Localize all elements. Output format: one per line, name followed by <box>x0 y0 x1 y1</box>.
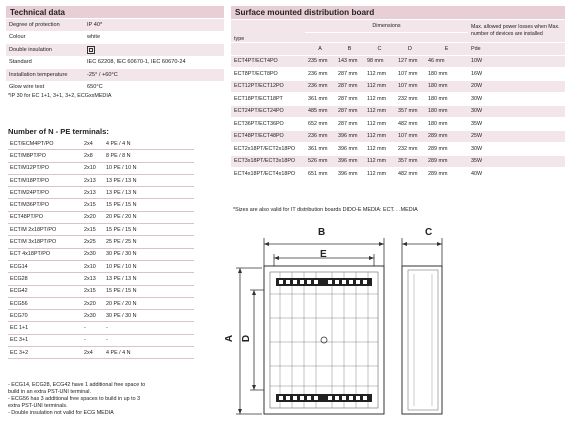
surface-cell-p: 25W <box>468 130 565 143</box>
terminal-type: ECT/M8PT/PO <box>8 150 82 162</box>
technical-value: IP 40* <box>84 19 224 31</box>
terminal-type: ECT/M36PT/PO <box>8 199 82 211</box>
surface-cell-p: 30W <box>468 105 565 118</box>
technical-value: -25° / +60°C <box>84 69 224 82</box>
terminal-terminals: 10 PE / 10 N <box>104 162 194 174</box>
technical-value: 650°C <box>84 81 224 94</box>
surface-cell-a: 361 mm <box>305 143 335 156</box>
surface-cell-c: 112 mm <box>364 105 395 118</box>
col-pde: Pde <box>468 43 565 56</box>
terminal-row <box>8 236 194 248</box>
surface-cell-a: 485 mm <box>305 105 335 118</box>
surface-cell-e: 289 mm <box>425 155 468 168</box>
terminals-table <box>8 138 194 359</box>
terminal-type: EC 3+1 <box>8 334 82 346</box>
terminal-config: - <box>82 322 104 334</box>
terminal-row <box>8 248 194 260</box>
surface-cell-e: 180 mm <box>425 80 468 93</box>
col-e: E <box>425 43 468 56</box>
surface-cell-type: ECT36PT/ECT36PO <box>231 118 305 131</box>
terminal-row <box>8 273 194 285</box>
surface-cell-type: ECT48PT/ECT48PO <box>231 130 305 143</box>
label-e: E <box>320 249 327 260</box>
technical-label: Double insulation <box>6 44 84 57</box>
terminal-terminals: 20 PE / 20 N <box>104 297 194 309</box>
terminal-type: EC 1+1 <box>8 322 82 334</box>
surface-cell-e: 180 mm <box>425 105 468 118</box>
terminals-title: Number of N - PE terminals: <box>8 127 109 136</box>
technical-value: IEC 62208, IEC 60670-1, IEC 60670-24 <box>84 56 224 69</box>
surface-cell-d: 357 mm <box>395 155 425 168</box>
surface-cell-d: 107 mm <box>395 68 425 81</box>
surface-cell-b: 287 mm <box>335 105 364 118</box>
terminal-type: ECT/M 3x18PT/PO <box>8 236 82 248</box>
terminal-row <box>8 347 194 359</box>
terminal-type: EC 3+2 <box>8 347 82 359</box>
surface-cell-c: 112 mm <box>364 130 395 143</box>
terminal-terminals: 15 PE / 15 N <box>104 224 194 236</box>
surface-cell-a: 235 mm <box>305 55 335 68</box>
terminal-row <box>8 150 194 162</box>
surface-cell-c: 112 mm <box>364 68 395 81</box>
terminal-type: ECG56 <box>8 297 82 309</box>
terminal-terminals: 15 PE / 15 N <box>104 199 194 211</box>
surface-cell-b: 287 mm <box>335 118 364 131</box>
surface-cell-b: 396 mm <box>335 155 364 168</box>
technical-row <box>6 69 224 82</box>
terminal-config: 2x20 <box>82 297 104 309</box>
surface-cell-d: 357 mm <box>395 105 425 118</box>
technical-row <box>6 19 224 31</box>
terminal-type: ECT/M 2x18PT/PO <box>8 224 82 236</box>
terminal-terminals: 13 PE / 13 N <box>104 273 194 285</box>
terminal-note: build in an extra PST-UNI terminal. <box>8 389 91 395</box>
technical-row <box>6 56 224 69</box>
surface-cell-e: 46 mm <box>425 55 468 68</box>
surface-row <box>231 93 565 106</box>
terminal-config: 2x4 <box>82 138 104 150</box>
surface-cell-e: 289 mm <box>425 130 468 143</box>
terminal-terminals: 13 PE / 13 N <box>104 187 194 199</box>
terminal-row <box>8 199 194 211</box>
surface-cell-b: 287 mm <box>335 93 364 106</box>
surface-cell-type: ECT18PT/ECT18PT <box>231 93 305 106</box>
surface-cell-a: 361 mm <box>305 93 335 106</box>
surface-cell-c: 112 mm <box>364 80 395 93</box>
surface-cell-p: 20W <box>468 80 565 93</box>
terminal-row <box>8 224 194 236</box>
terminal-row <box>8 174 194 186</box>
terminals-notes <box>8 382 145 417</box>
technical-row <box>6 44 224 57</box>
terminal-config: 2x10 <box>82 162 104 174</box>
col-a: A <box>305 43 335 56</box>
terminal-config: 2x4 <box>82 347 104 359</box>
surface-cell-a: 651 mm <box>305 168 335 181</box>
surface-cell-p: 35W <box>468 155 565 168</box>
surface-cell-type: ECT12PT/ECT12PO <box>231 80 305 93</box>
terminal-config: 2x13 <box>82 174 104 186</box>
surface-row <box>231 130 565 143</box>
terminal-type: ECG70 <box>8 310 82 322</box>
surface-cell-b: 287 mm <box>335 80 364 93</box>
surface-cell-c: 112 mm <box>364 155 395 168</box>
terminal-type: ECG42 <box>8 285 82 297</box>
terminal-terminals: 30 PE / 30 N <box>104 248 194 260</box>
terminal-row <box>8 260 194 272</box>
terminal-config: 2x30 <box>82 310 104 322</box>
surface-row <box>231 143 565 156</box>
terminal-note: - Double insulation not valid for ECG MEDIA <box>8 410 114 416</box>
terminal-type: ECT48PT/PO <box>8 211 82 223</box>
terminal-terminals: 4 PE / 4 N <box>104 138 194 150</box>
surface-cell-d: 232 mm <box>395 93 425 106</box>
label-b: B <box>318 227 326 238</box>
surface-row <box>231 105 565 118</box>
dimension-drawing <box>212 218 567 442</box>
technical-label: Installation temperature <box>6 69 84 82</box>
technical-label: Standard <box>6 56 84 69</box>
terminal-terminals: 4 PE / 4 N <box>104 347 194 359</box>
technical-value <box>84 44 224 57</box>
surface-cell-d: 232 mm <box>395 143 425 156</box>
surface-row <box>231 55 565 68</box>
terminal-type: ECG14 <box>8 260 82 272</box>
terminal-row <box>8 138 194 150</box>
surface-cell-c: 112 mm <box>364 93 395 106</box>
surface-row <box>231 68 565 81</box>
terminal-config: 2x13 <box>82 273 104 285</box>
technical-data-table <box>6 19 224 94</box>
surface-cell-type: ECT3x18PT/ECT3x18PO <box>231 155 305 168</box>
terminal-type: ECT/M12PT/PO <box>8 162 82 174</box>
terminal-config: 2x15 <box>82 285 104 297</box>
double-insulation-icon <box>87 46 95 54</box>
terminal-type: ECT/ECM4PT/PO <box>8 138 82 150</box>
surface-cell-e: 180 mm <box>425 68 468 81</box>
surface-cell-c: 112 mm <box>364 118 395 131</box>
technical-value: white <box>84 31 224 44</box>
surface-cell-c: 112 mm <box>364 168 395 181</box>
terminal-terminals: 20 PE / 20 N <box>104 211 194 223</box>
terminal-type: ECT/M24PT/PO <box>8 187 82 199</box>
surface-table <box>231 20 565 181</box>
technical-data-title: Technical data <box>6 6 224 18</box>
surface-cell-d: 482 mm <box>395 168 425 181</box>
surface-cell-c: 98 mm <box>364 55 395 68</box>
surface-cell-d: 107 mm <box>395 130 425 143</box>
surface-cell-e: 180 mm <box>425 93 468 106</box>
surface-cell-a: 236 mm <box>305 130 335 143</box>
surface-cell-a: 236 mm <box>305 68 335 81</box>
terminal-note: - ECG56 has 3 additional free spaces to build in up to 3 <box>8 396 141 402</box>
terminal-terminals: - <box>104 334 194 346</box>
terminal-row <box>8 334 194 346</box>
terminal-config: 2x15 <box>82 224 104 236</box>
surface-cell-a: 652 mm <box>305 118 335 131</box>
terminal-config: - <box>82 334 104 346</box>
surface-cell-p: 35W <box>468 118 565 131</box>
surface-row <box>231 155 565 168</box>
terminal-config: 2x15 <box>82 199 104 211</box>
terminal-type: ECG28 <box>8 273 82 285</box>
terminal-config: 2x10 <box>82 260 104 272</box>
surface-cell-b: 143 mm <box>335 55 364 68</box>
surface-title: Surface mounted distribution board <box>231 6 565 19</box>
terminal-config: 2x20 <box>82 211 104 223</box>
surface-cell-type: ECT2x18PT/ECT2x18PO <box>231 143 305 156</box>
surface-row <box>231 168 565 181</box>
technical-label: Colour <box>6 31 84 44</box>
col-b: B <box>335 43 364 56</box>
surface-cell-b: 287 mm <box>335 68 364 81</box>
technical-label: Degree of protection <box>6 19 84 31</box>
surface-cell-c: 112 mm <box>364 143 395 156</box>
terminal-type: ECT 4x18PT/PO <box>8 248 82 260</box>
surface-cell-a: 236 mm <box>305 80 335 93</box>
terminal-terminals: 13 PE / 13 N <box>104 174 194 186</box>
terminal-terminals: - <box>104 322 194 334</box>
terminal-terminals: 30 PE / 30 N <box>104 310 194 322</box>
surface-cell-type: ECT24PT/ECT24PO <box>231 105 305 118</box>
terminal-note: - ECG14, ECG28, ECG42 have 1 additional free space to <box>8 382 146 388</box>
terminal-row <box>8 187 194 199</box>
surface-row <box>231 118 565 131</box>
terminal-row <box>8 310 194 322</box>
surface-cell-b: 396 mm <box>335 130 364 143</box>
terminal-terminals: 15 PE / 15 N <box>104 285 194 297</box>
surface-cell-e: 289 mm <box>425 143 468 156</box>
label-c: C <box>425 227 433 238</box>
terminal-terminals: 8 PE / 8 N <box>104 150 194 162</box>
surface-cell-p: 16W <box>468 68 565 81</box>
surface-cell-e: 289 mm <box>425 168 468 181</box>
surface-cell-p: 30W <box>468 143 565 156</box>
terminal-terminals: 10 PE / 10 N <box>104 260 194 272</box>
label-a: A <box>224 334 236 343</box>
surface-cell-d: 107 mm <box>395 80 425 93</box>
terminal-note: extra PST-UNI terminals. <box>8 403 68 409</box>
col-d: D <box>395 43 425 56</box>
surface-cell-p: 10W <box>468 55 565 68</box>
terminal-config: 2x30 <box>82 248 104 260</box>
terminal-row <box>8 211 194 223</box>
surface-cell-type: ECT4x18PT/ECT4x18PO <box>231 168 305 181</box>
terminal-terminals: 25 PE / 25 N <box>104 236 194 248</box>
surface-row <box>231 80 565 93</box>
col-c: C <box>364 43 395 56</box>
surface-cell-p: 30W <box>468 93 565 106</box>
terminal-row <box>8 297 194 309</box>
surface-cell-d: 482 mm <box>395 118 425 131</box>
technical-row <box>6 81 224 94</box>
surface-cell-e: 180 mm <box>425 118 468 131</box>
surface-cell-b: 396 mm <box>335 143 364 156</box>
head-type: type <box>231 20 305 43</box>
terminal-config: 2x13 <box>82 187 104 199</box>
surface-cell-p: 40W <box>468 168 565 181</box>
surface-cell-d: 127 mm <box>395 55 425 68</box>
label-d: D <box>241 334 253 343</box>
terminal-row <box>8 162 194 174</box>
terminal-row <box>8 322 194 334</box>
surface-cell-type: ECT8PT/ECT8PO <box>231 68 305 81</box>
terminal-config: 2x25 <box>82 236 104 248</box>
technical-row <box>6 31 224 44</box>
surface-footnote: *Sizes are also valid for IT distribution boards DIDO-E MEDIA: ECT. . .MEDIA <box>233 207 418 213</box>
terminal-row <box>8 285 194 297</box>
head-power: Max. allowed power losses when Max. number of devices are installed <box>468 20 565 43</box>
technical-label: Glow wire test <box>6 81 84 94</box>
surface-cell-b: 396 mm <box>335 168 364 181</box>
surface-cell-a: 526 mm <box>305 155 335 168</box>
head-dimensions: Dimensions <box>305 20 468 33</box>
terminal-type: ECT/M18PT/PO <box>8 174 82 186</box>
terminal-config: 2x8 <box>82 150 104 162</box>
surface-cell-type: ECT4PT/ECT4PO <box>231 55 305 68</box>
technical-footnote: *IP 30 for EC 1+1, 3+1, 3+2, ECGxxMEDIA <box>8 93 112 99</box>
